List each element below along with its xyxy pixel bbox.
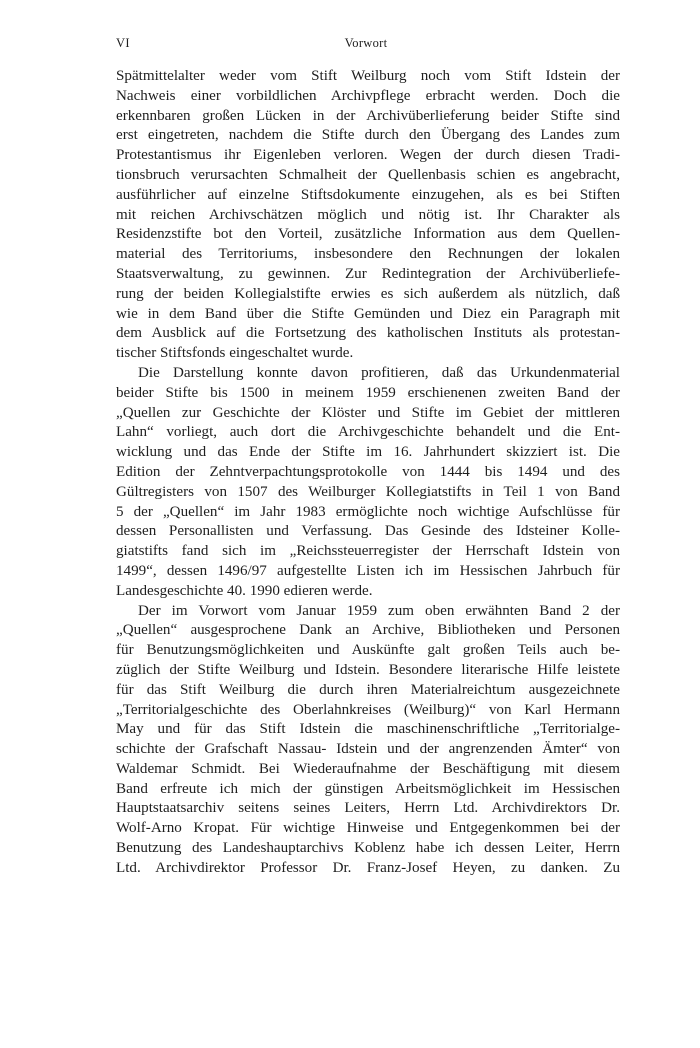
text-line: ausführlicher auf einzelne Stiftsdokumente einzugehen, als es bei Stiften [116,186,620,203]
text-line: „Quellen zur Geschichte der Klöster und Stifte im Gebiet der mittleren [116,404,620,421]
text-line: material des Territoriums, insbesondere den Rechnungen der lokalen [116,246,620,263]
text-line: „Quellen“ ausgesprochene Dank an Archive, Bibliotheken und Personen [116,622,620,639]
text-line: Gültregisters von 1507 des Weilburger Kollegiatstifts in Teil 1 von Band [116,483,620,500]
running-header [116,36,616,54]
page-number: VI [116,36,130,50]
text-line: Spätmittelalter weder vom Stift Weilburg noch vom Stift Idstein der [116,68,620,84]
text-line: May und für das Stift Idstein die maschinenschriftliche „Territorialge- [116,721,620,738]
text-line: giatstifts fand sich im „Reichssteuerregister der Herrschaft Idstein von [116,543,620,560]
text-line: für Benutzungsmöglichkeiten und Auskünfte galt großen Teils auch be- [116,642,620,659]
body-text [116,67,620,879]
text-line: 1499“, dessen 1496/97 aufgestellte Listen ich im Hessischen Jahrbuch für [116,562,620,579]
text-line: dessen Personallisten und Verfassung. Das Gesinde des Idsteiner Kolle- [116,523,620,540]
text-line: „Territorialgeschichte des Oberlahnkreises (Weilburg)“ von Karl Hermann [116,701,620,718]
text-line: Lahn“ vorliegt, auch dort die Archivgeschichte behandelt und die Ent- [116,424,620,441]
text-line: züglich der Stifte Weilburg und Idstein. Besondere literarische Hilfe leistete [116,661,620,678]
text-line: Staatsverwaltung, zu gewinnen. Zur Redintegration der Archivüberliefe- [116,265,620,282]
text-line: schichte der Grafschaft Nassau- Idstein und der angrenzenden Ämter“ von [116,741,620,758]
text-line: tischer Stiftsfonds eingeschaltet wurde. [116,345,354,362]
text-line: 5 der „Quellen“ im Jahr 1983 ermöglichte noch wichtige Aufschlüsse für [116,503,620,520]
text-line: tionsbruch verursachten Schmalheit der Quellenbasis schien es angebracht, [116,166,620,183]
text-line: Wolf-Arno Kropat. Für wichtige Hinweise und Entgegenkommen bei der [116,820,620,837]
text-line: Landesgeschichte 40. 1990 edieren werde. [116,582,373,599]
text-line: erkennbaren großen Lücken in der Archivüberlieferung beider Stifte sind [116,107,620,124]
text-line: Ltd. Archivdirektor Professor Dr. Franz-Josef Heyen, zu danken. Zu [116,859,620,876]
text-line: erst eingetreten, nachdem die Stifte durch den Übergang des Landes zum [116,127,620,144]
text-line: Hauptstaatsarchiv seitens seines Leiters, Herrn Ltd. Archivdirektors Dr. [116,800,620,817]
text-line: wie in dem Band über die Stifte Gemünden und Diez ein Paragraph mit [116,305,620,322]
running-title: Vorwort [344,36,388,50]
text-line: mit reichen Archivschätzen möglich und nötig ist. Ihr Charakter als [116,206,620,223]
text-line: Nachweis einer vorbildlichen Archivpflege erbracht werden. Doch die [116,87,620,104]
text-line: beider Stifte bis 1500 in meinem 1959 erschienenen zweiten Band der [116,384,620,401]
text-line: Benutzung des Landeshauptarchivs Koblenz habe ich dessen Leiter, Herrn [116,840,620,857]
text-line: Band erfreute ich mich der günstigen Arbeitsmöglichkeit im Hessischen [116,780,620,797]
paragraph-first-line: Die Darstellung konnte davon profitieren, daß das Urkundenmaterial [138,364,620,381]
text-line: Protestantismus ihr Eigenleben verloren. Wegen der durch diesen Tradi- [116,147,620,164]
text-line: dem Ausblick auf die Fortsetzung des katholischen Instituts als protestan- [116,325,620,342]
text-line: wicklung und das Ende der Stifte im 16. Jahrhundert skizziert ist. Die [116,444,620,461]
paragraph-first-line: Der im Vorwort vom Januar 1959 zum oben erwähnten Band 2 der [138,602,620,619]
text-line: Residenzstifte bot den Vorteil, zusätzliche Information aus dem Quellen- [116,226,620,243]
text-line: rung der beiden Kollegialstifte erwies es sich außerdem als nützlich, daß [116,285,620,302]
text-line: für das Stift Weilburg die durch ihren Materialreichtum ausgezeichnete [116,681,620,698]
text-line: Edition der Zehntverpachtungsprotokolle von 1444 bis 1494 und des [116,463,620,480]
text-line: Waldemar Schmidt. Bei Wiederaufnahme der Beschäftigung mit diesem [116,760,620,777]
